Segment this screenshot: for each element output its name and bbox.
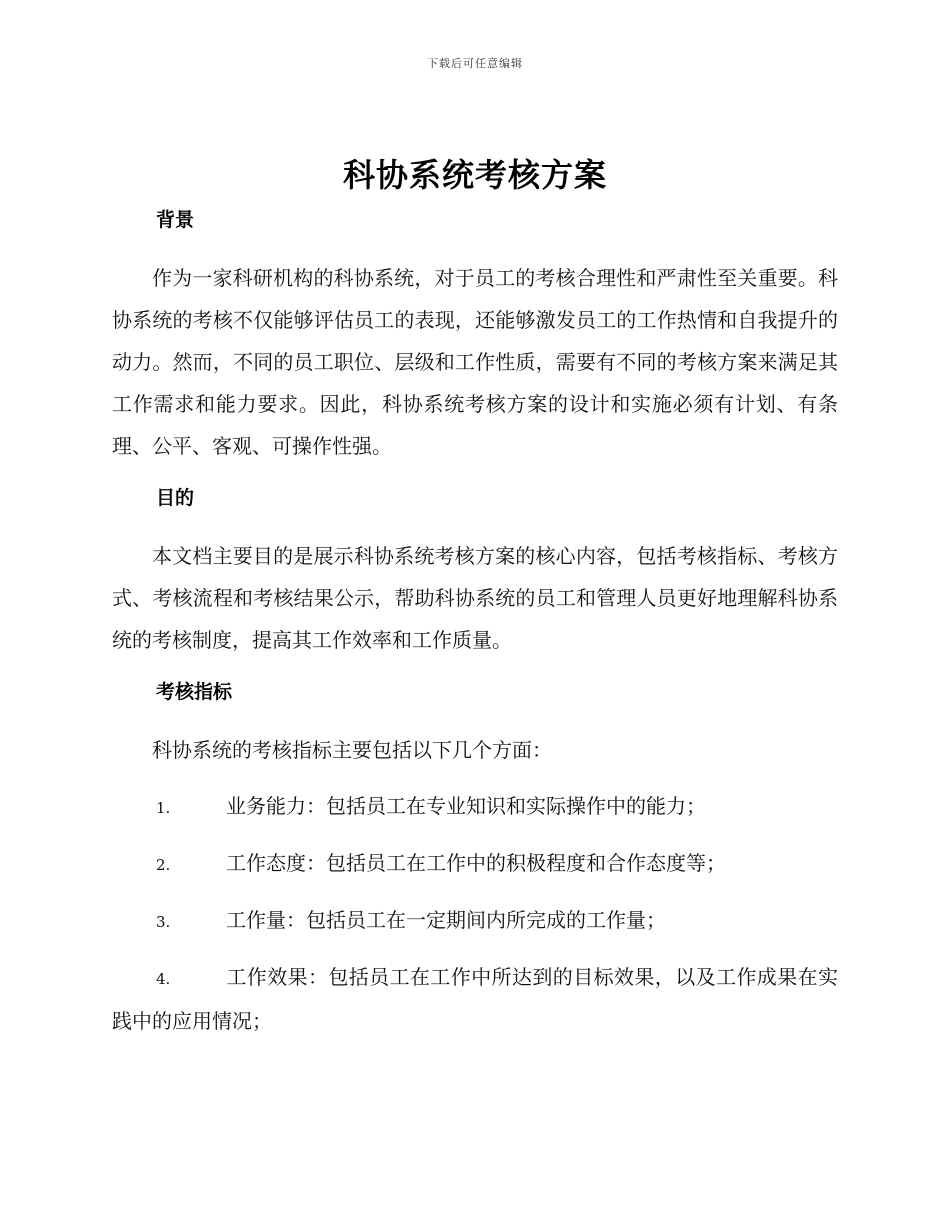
list-item-text: 工作态度：包括员工在工作中的积极程度和合作态度等；	[226, 851, 726, 875]
document-body	[112, 203, 838, 1042]
list-item-text: 业务能力：包括员工在专业知识和实际操作中的能力；	[226, 794, 706, 818]
list-item-number: 1.	[156, 799, 171, 817]
section-heading-indicators: 考核指标	[156, 681, 233, 703]
list-item-text: 工作量：包括员工在一定期间内所完成的工作量；	[226, 908, 666, 932]
list-item-number: 2.	[156, 856, 171, 874]
list-item-number: 3.	[156, 913, 171, 931]
list-item	[112, 842, 838, 886]
section-heading-purpose: 目的	[156, 487, 195, 509]
document-title: 科协系统考核方案	[342, 156, 607, 194]
list-item-number: 4.	[156, 970, 171, 988]
header-note: 下载后可任意编辑	[427, 57, 523, 70]
purpose-paragraph: 本文档主要目的是展示科协系统考核方案的核心内容，包括考核指标、考核方式、考核流程和考核结果公示，帮助科协系统的员工和管理人员更好地理解科协系统的考核制度，提高其工作效率和工作质量。	[112, 544, 838, 652]
indicators-intro: 科协系统的考核指标主要包括以下几个方面：	[152, 738, 552, 762]
section-heading-background: 背景	[156, 209, 195, 231]
list-item	[112, 899, 838, 943]
list-item	[112, 956, 838, 1042]
list-item-text: 工作效果：包括员工在工作中所达到的目标效果，以及工作成果在实践中的应用情况；	[112, 965, 838, 1033]
background-paragraph: 作为一家科研机构的科协系统，对于员工的考核合理性和严肃性至关重要。科协系统的考核不仅能够评估员工的表现，还能够激发员工的工作热情和自我提升的动力。然而，不同的员工职位、层级和工作性质，需要有不同的考核方案来满足其工作需求和能力要求。因此，科协系统考核方案的设计和实施必须有计划、有条理、公平、客观、可操作性强。	[112, 266, 838, 458]
list-item	[112, 785, 838, 829]
